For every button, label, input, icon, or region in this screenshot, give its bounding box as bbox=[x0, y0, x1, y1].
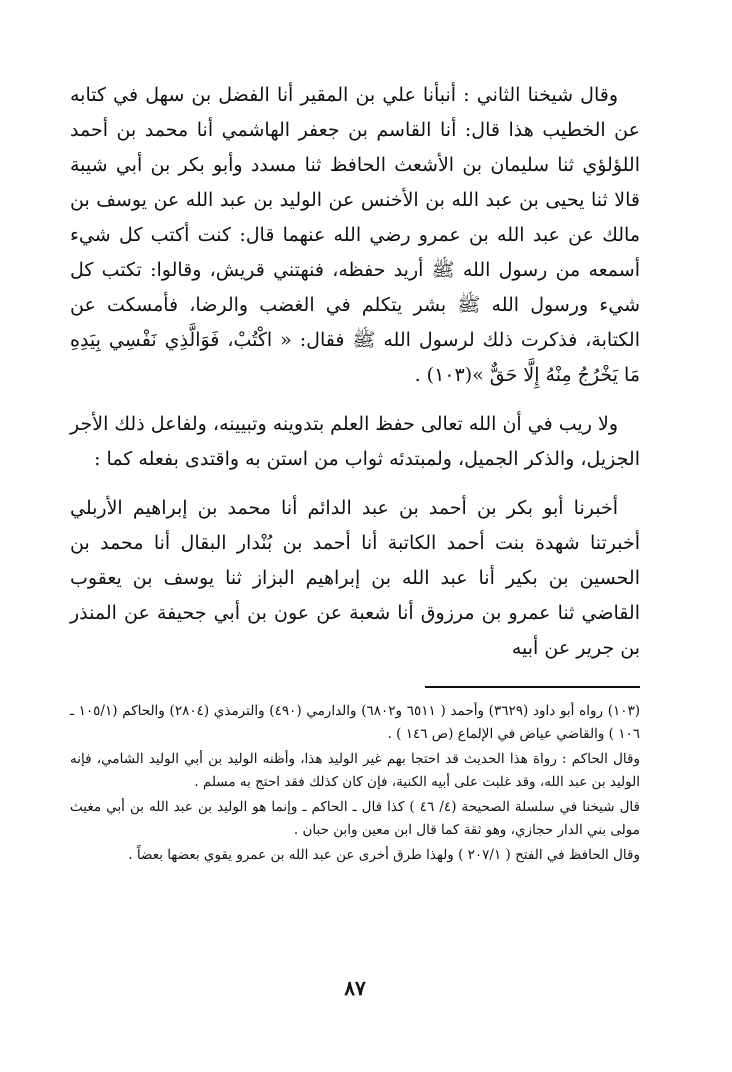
book-page bbox=[70, 78, 640, 1048]
footnote-silsila: قال شيخنا في سلسلة الصحيحة (٤/ ٤٦ ) كذا قال ـ الحاكم ـ وإنما هو الوليد بن عبد الله بن أبي مغيث مولى بني الدار حجازي، وهو ثقة كما قال ابن معين وابن حبان . bbox=[70, 799, 641, 838]
page-number: ٨٧ bbox=[344, 976, 366, 1000]
footnote-103: (١٠٣) رواه أبو داود (٣٦٢٩) وأحمد ( ٦٥١١ و٦٨٠٢) والدارمي (٤٩٠) والترمذي (٢٨٠٤) والحاكم (١٠٥/١ ـ ١٠٦ ) والقاضي عياض في الإلماع (ص ١٤٦ ) . bbox=[70, 703, 641, 742]
paragraph-commentary: ولا ريب في أن الله تعالى حفظ العلم بتدوينه وتبيينه، ولفاعل ذلك الأجر الجزيل، والذكر الجميل، ولمبتدئه ثواب من استن به واقتدى بفعله كما : bbox=[70, 413, 640, 470]
footnote-fath: وقال الحافظ في الفتح ( ٢٠٧/١ ) ولهذا طرق أخرى عن عبد الله بن عمرو يقوي بعضها بعضاً . bbox=[128, 847, 640, 863]
footnote-hakim: وقال الحاكم : رواة هذا الحديث قد احتجا بهم غير الوليد هذا، وأظنه الوليد بن أبي الوليد الشامي، فإنه الوليد بن عبد الله، وقد غلبت على أبيه الكنية، فإن كان كذلك فقد احتج به مسلم . bbox=[70, 751, 640, 790]
paragraph-hadith-chain: وقال شيخنا الثاني : أنبأنا علي بن المقير أنا الفضل بن سهل في كتابه عن الخطيب هذا قال: أنا القاسم بن جعفر الهاشمي أنا محمد بن أحمد اللؤلؤي ثنا سليمان بن الأشعث الحافظ ثنا مسدد وأبو بكر بن أبي شيبة قالا ثنا يحيى بن عبد الله بن الأخنس عن الوليد بن عبد الله عن يوسف بن مالك عن عبد الله بن عمرو رضي الله عنهما قال: كنت أكتب كل شيء أسمعه من رسول الله ﷺ أريد حفظه، فنهتني قريش، وقالوا: تكتب كل شيء ورسول الله ﷺ بشر يتكلم في الغضب والرضا، فأمسكت عن الكتابة، فذكرت ذلك لرسول الله ﷺ فقال: « اكْتُبْ، فَوَالَّذِي نَفْسِي بِيَدِهِ مَا يَخْرُجُ مِنْهُ إِلَّا حَقٌّ »(١٠٣) . bbox=[70, 84, 640, 386]
footnotes bbox=[70, 700, 640, 869]
footnote-divider bbox=[425, 686, 640, 688]
paragraph-second-chain: أخبرنا أبو بكر بن أحمد بن عبد الدائم أنا محمد بن إبراهيم الأربلي أخبرتنا شهدة بنت أحمد الكاتبة أنا أحمد بن بُنْدار البقال أنا محمد بن الحسين بن بكير أنا عبد الله بن إبراهيم البزاز ثنا يوسف بن يعقوب القاضي ثنا عمرو بن مرزوق أنا شعبة عن عون بن أبي جحيفة عن المنذر بن جرير عن أبيه bbox=[70, 497, 640, 659]
main-text bbox=[70, 78, 640, 666]
